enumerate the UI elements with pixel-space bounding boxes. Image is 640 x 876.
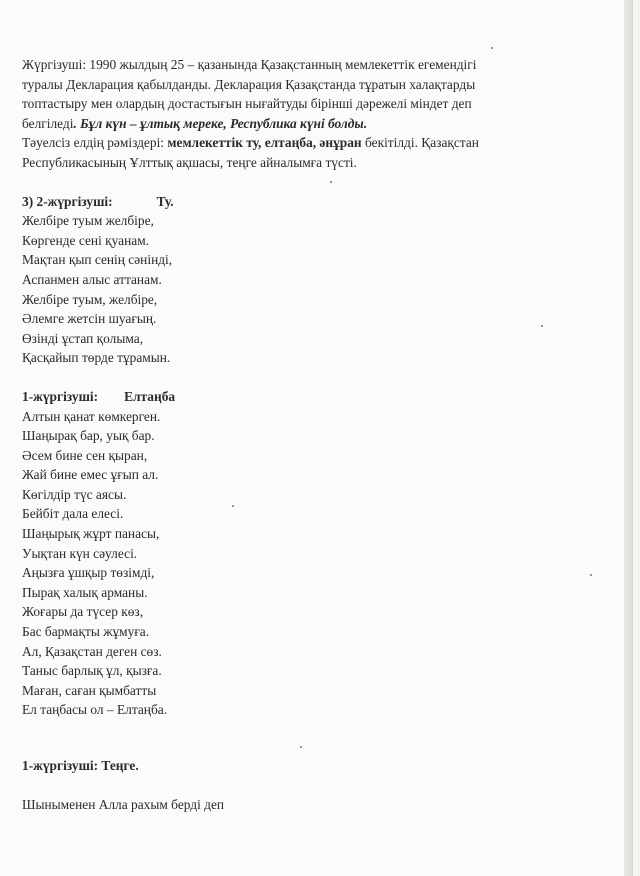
poem-line: Желбіре туым, желбіре, [22,291,158,307]
poem-tu [22,211,612,368]
intro-line-3: топтастыру мен олардың достастығын нығайтуды бірінші дәрежелі міндет деп [22,96,472,112]
poem-line: Аңызға ұшқыр төзімді, [22,565,155,581]
poem-line: Аспанмен алыс аттанам. [22,271,162,287]
section-eltanba-speaker: 1-жүргізуші: [22,388,99,404]
intro-line-5-symbols: мемлекеттік ту, елтаңба, әнұран [167,135,362,151]
section-eltanba-heading [22,387,612,407]
intro-line-4-emphasis: . Бұл күн – ұлтық мереке, Республика күні болды. [73,115,368,131]
poem-line: Шаңырық жұрт панасы, [22,526,160,542]
poem-line: Таныс барлық ұл, қызға. [22,663,162,679]
poem-line: Көргенде сені қуанам. [22,232,150,248]
intro-line-6: Республикасының Ұлттық ақшасы, теңге айналымға түсті. [22,154,357,170]
section-tenge-first-line: Шыныменен Алла рахым берді деп [22,796,225,812]
intro-line-1: Жүргізуші: 1990 жылдың 25 – қазанында Қазақстанның мемлекеттік егемендігі [22,57,477,72]
section-tu-speaker: 3) 2-жүргізуші: [22,193,113,209]
poem-line: Әлемге жетсін шуағың. [22,311,157,327]
poem-line: Шаңырақ бар, уық бар. [22,428,155,444]
poem-line: Жоғары да түсер көз, [22,604,144,620]
intro-line-4-text: белгіледі [22,115,74,131]
intro-line-4 [22,114,612,134]
intro-line-5 [22,133,612,153]
section-tu-heading [22,192,612,212]
section-tenge-heading: 1-жүргізуші: Теңге. [22,758,139,773]
poem-line: Уықтан күн сәулесі. [22,545,138,561]
intro-line-2: туралы Декларация қабылданды. Декларация Қазақстанда тұратын халақтарды [22,76,476,92]
poem-line: Ал, Қазақстан деген сөз. [22,643,162,659]
poem-line: Желбіре туым желбіре, [22,213,154,229]
poem-eltanba [22,407,612,721]
poem-line: Бас бармақты жұмуға. [22,624,150,640]
section-tu-title: Ту. [156,193,174,209]
poem-line: Ел таңбасы ол – Елтаңба. [22,702,168,718]
poem-line: Бейбіт дала елесі. [22,506,124,522]
document-body [22,55,612,814]
poem-line: Алтын қанат көмкерген. [22,408,161,424]
poem-line: Әсем бине сен қыран, [22,447,148,463]
scan-speck [491,47,493,49]
poem-line: Қасқайып төрде тұрамын. [22,350,171,366]
section-eltanba-title: Елтаңба [124,388,176,404]
poem-line: Пырақ халық арманы. [22,584,148,600]
poem-line: Мақтан қып сенің сәнінді, [22,252,173,268]
poem-line: Көгілдір түс аясы. [22,486,127,502]
intro-line-5-tail: бекітілді. Қазақстан [361,135,479,151]
poem-line: Маған, саған қымбатты [22,682,157,698]
page-edge-shadow [624,0,632,876]
poem-line: Өзінді ұстап қолыма, [22,330,144,346]
intro-line-5-text: Тәуелсіз елдің рәміздері: [22,135,168,151]
poem-line: Жай бине емес ұғып ал. [22,467,159,483]
